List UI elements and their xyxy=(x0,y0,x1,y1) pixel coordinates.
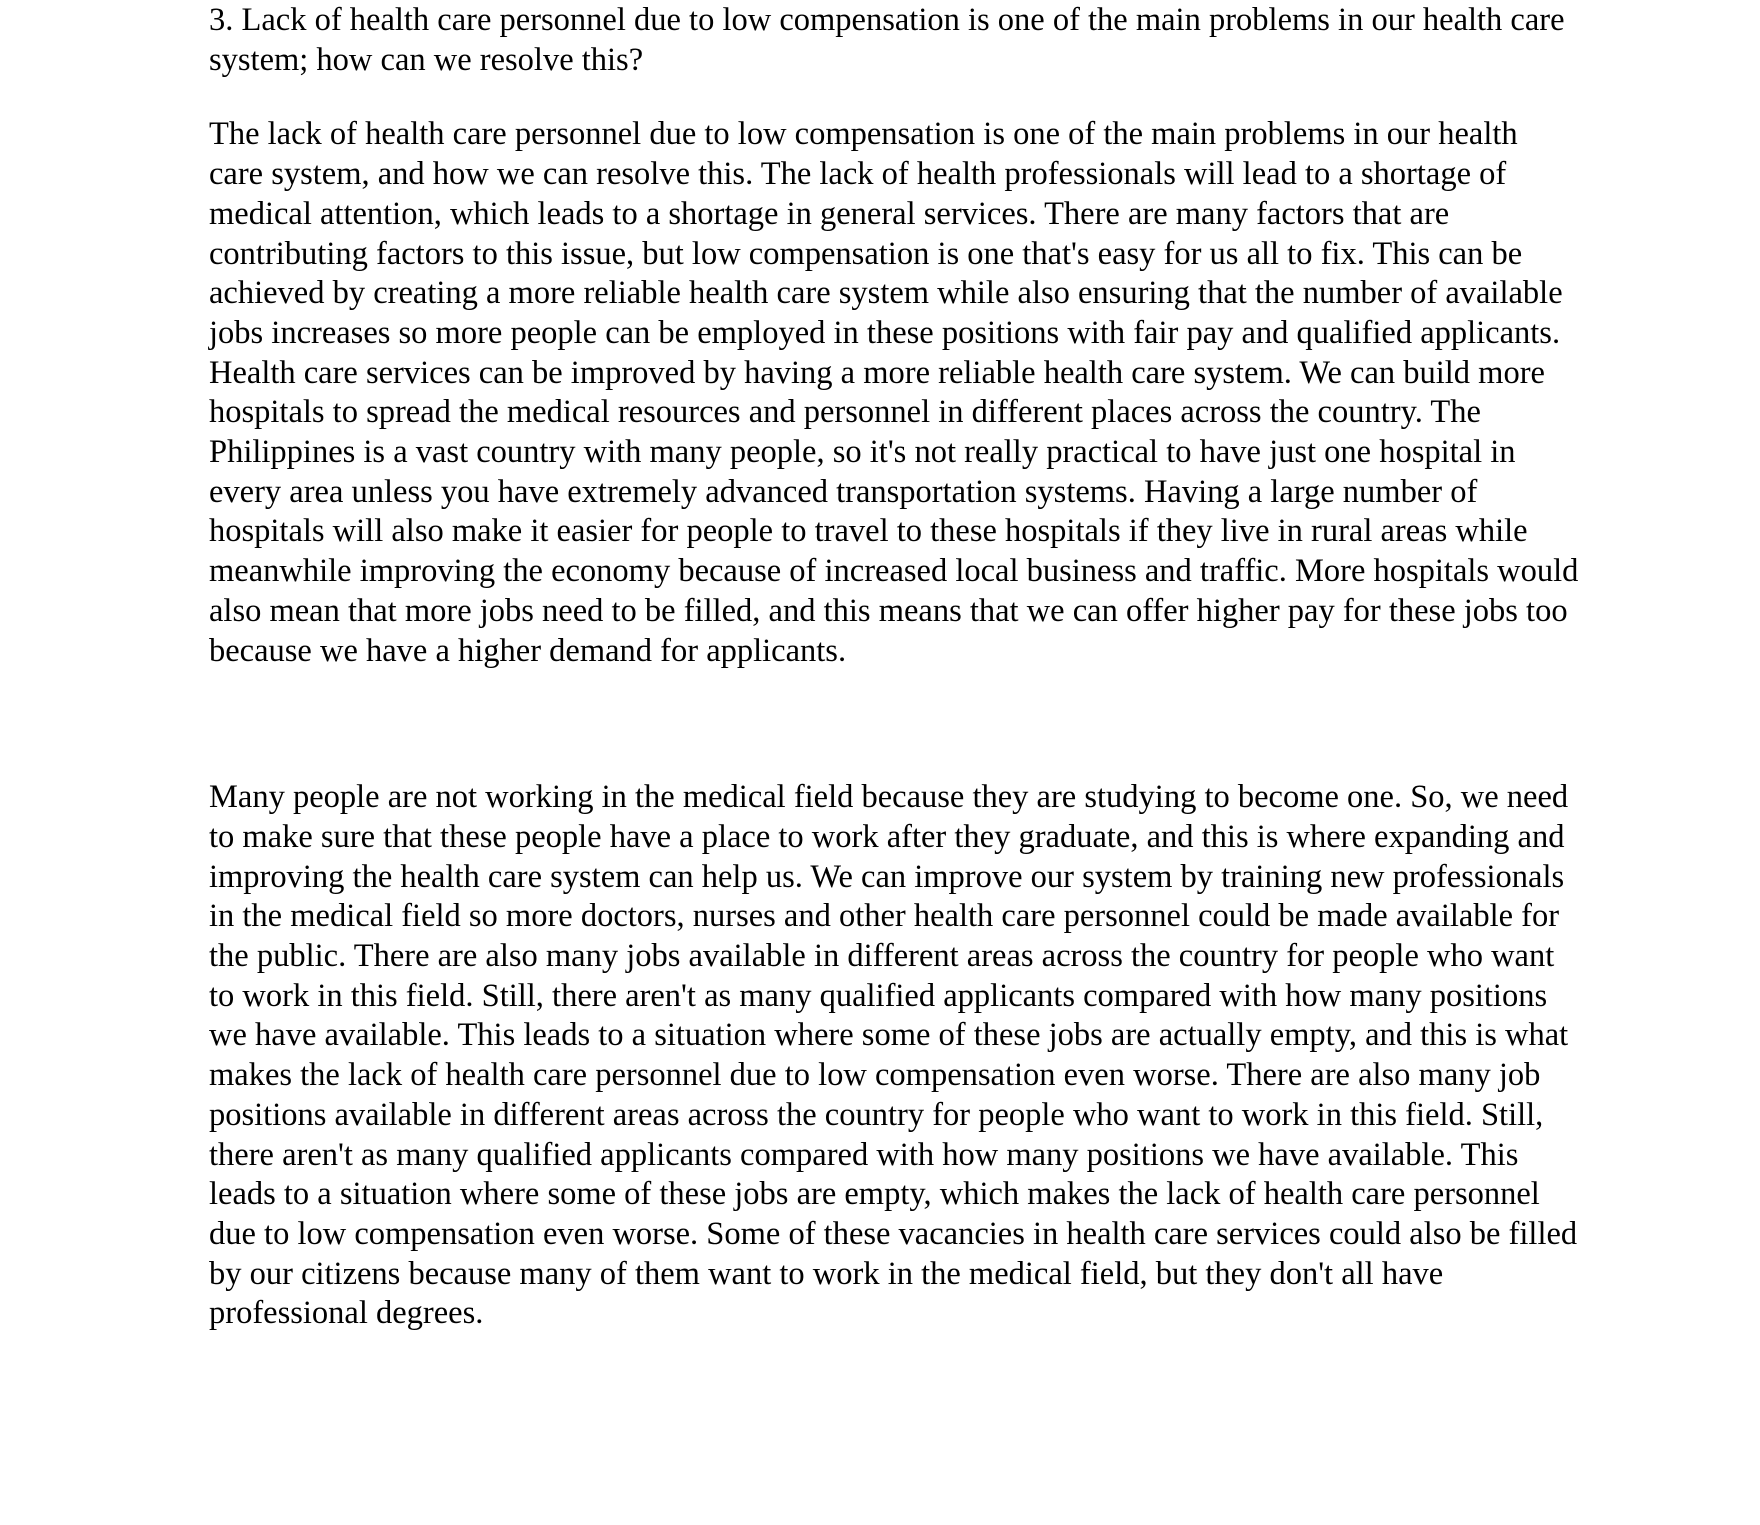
question-heading: 3. Lack of health care personnel due to low compensation is one of the main problems in our health care system; how can we resolve this? xyxy=(209,2,1565,78)
document-page xyxy=(209,0,1579,1334)
answer-paragraph-2: Many people are not working in the medical field because they are studying to become one. So, we need to make sure that these people have a place to work after they graduate, and this is where expanding and improving the health care system can help us. We can improve our system by training new professionals in the medical field so more doctors, nurses and other health care personnel could be made available for the public. There are also many jobs available in different areas across the country for people who want to work in this field. Still, there aren't as many qualified applicants compared with how many positions we have available. This leads to a situation where some of these jobs are actually empty, and this is what makes the lack of health care personnel due to low compensation even worse. There are also many job positions available in different areas across the country for people who want to work in this field. Still, there aren't as many qualified applicants compared with how many positions we have available. This leads to a situation where some of these jobs are empty, which makes the lack of health care personnel due to low compensation even worse. Some of these vacancies in health care services could also be filled by our citizens because many of them want to work in the medical field, but they don't all have professional degrees. xyxy=(209,779,1578,1332)
answer-paragraph-1: The lack of health care personnel due to low compensation is one of the main problems in our health care system, and how we can resolve this. The lack of health professionals will lead to a shortage of medical attention, which leads to a shortage in general services. There are many factors that are contributing factors to this issue, but low compensation is one that's easy for us all to fix. This can be achieved by creating a more reliable health care system while also ensuring that the number of available jobs increases so more people can be employed in these positions with fair pay and qualified applicants. Health care services can be improved by having a more reliable health care system. We can build more hospitals to spread the medical resources and personnel in different places across the country. The Philippines is a vast country with many people, so it's not really practical to have just one hospital in every area unless you have extremely advanced transportation systems. Having a large number of hospitals will also make it easier for people to travel to these hospitals if they live in rural areas while meanwhile improving the economy because of increased local business and traffic. More hospitals would also mean that more jobs need to be filled, and this means that we can offer higher pay for these jobs too because we have a higher demand for applicants. xyxy=(209,116,1579,669)
